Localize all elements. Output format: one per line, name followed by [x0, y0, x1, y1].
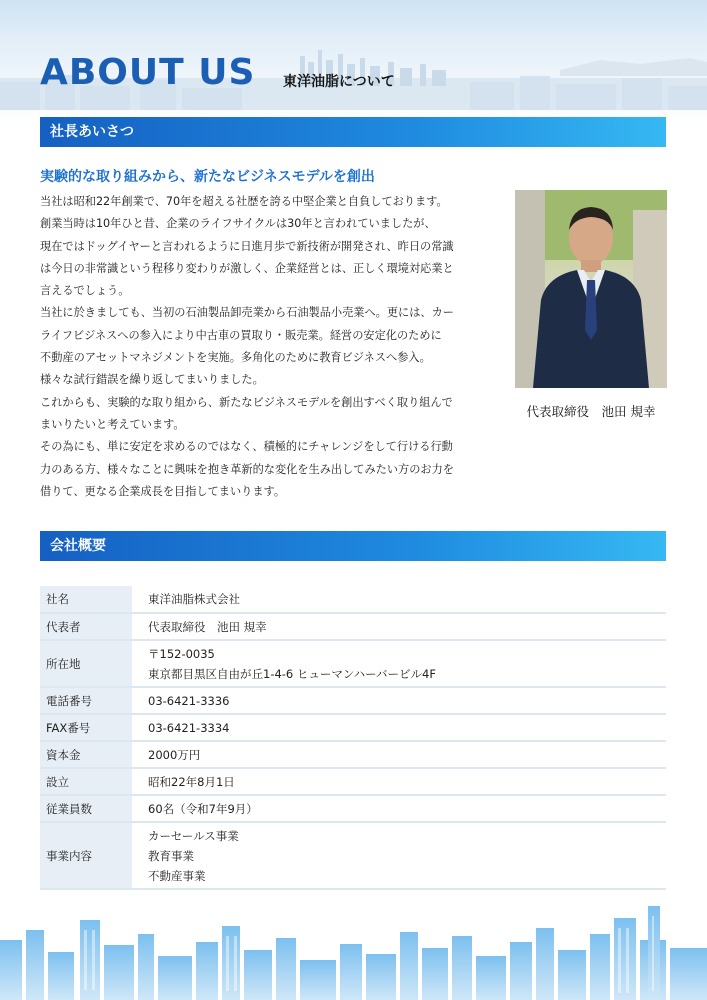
portrait-caption: 代表取締役 池田 規幸 [526, 404, 656, 419]
table-row [40, 741, 666, 768]
row-label: 事業内容 [40, 822, 132, 889]
table-row [40, 687, 666, 714]
greeting-line: その為にも、単に安定を求めるのではなく、積極的にチャレンジをして行ける行動 [40, 440, 453, 454]
row-value [132, 687, 666, 714]
greeting-line: まいりたいと考えています。 [40, 417, 185, 431]
row-value-line: カーセールス事業 [148, 828, 239, 843]
greeting-line: 不動産のアセットマネジメントを実施。多角化のために教育ビジネスへ参入。 [40, 351, 431, 365]
row-label: 所在地 [40, 640, 132, 687]
row-value-line: 昭和22年8月1日 [148, 774, 235, 789]
city-skyline-silhouette-icon [0, 890, 707, 1000]
row-label: 設立 [40, 768, 132, 795]
page-title: ABOUT US [40, 52, 256, 93]
table-row [40, 586, 666, 613]
greeting-line: これからも、実験的な取り組から、新たなビジネスモデルを創出すべく取り組んで [40, 395, 453, 409]
greeting-line: 当社は昭和22年創業で、70年を超える社歴を誇る中堅企業と自負しております。 [40, 195, 448, 208]
row-value-line: 代表取締役 池田 規幸 [148, 619, 267, 634]
table-row [40, 613, 666, 640]
table-row [40, 795, 666, 822]
greeting-line: 力のある方、様々なことに興味を抱き革新的な変化を生み出してみたい方のお力を [40, 462, 454, 476]
row-value-line: 03-6421-3334 [148, 720, 230, 735]
row-value-line: 教育事業 [148, 848, 194, 863]
row-value-line: 東洋油脂株式会社 [148, 592, 240, 606]
row-label: 電話番号 [40, 687, 132, 714]
row-value [132, 714, 666, 741]
table-row [40, 714, 666, 741]
row-value [132, 741, 666, 768]
page-subtitle: 東洋油脂について [283, 74, 395, 90]
greeting-line: は今日の非常識という程移り変わりが激しく、企業経営とは、正しく環境対応業と [40, 261, 454, 275]
greeting-line: 借りて、更なる企業成長を目指してまいります。 [40, 484, 286, 498]
row-label: 資本金 [40, 741, 132, 768]
row-value-line: 2000万円 [148, 747, 201, 762]
row-label: 代表者 [40, 613, 132, 640]
row-value [132, 586, 666, 613]
greeting-line: 様々な試行錯誤を繰り返してまいりました。 [40, 373, 264, 387]
row-value [132, 822, 666, 889]
row-value [132, 795, 666, 822]
president-portrait [515, 190, 667, 388]
greeting-line: 創業当時は10年ひと昔、企業のライフサイクルは30年と言われていましたが、 [40, 217, 436, 231]
table-row [40, 768, 666, 795]
president-portrait-icon [515, 190, 667, 388]
company-overview-table [40, 586, 666, 890]
row-label: 社名 [40, 586, 132, 613]
greeting-line: 当社に於きましても、当初の石油製品卸売業から石油製品小売業へ。更には、カー [40, 306, 454, 320]
row-value [132, 768, 666, 795]
greeting-section-header: 社長あいさつ [40, 117, 666, 147]
greeting-line: ライフビジネスへの参入により中古車の買取り・販売業。経営の安定化のために [40, 328, 442, 342]
overview-section-header: 会社概要 [40, 531, 666, 561]
greeting-headline: 実験的な取り組みから、新たなビジネスモデルを創出 [40, 169, 375, 185]
table-row [40, 822, 666, 889]
row-value-line: 東京都目黒区自由が丘1-4-6 ヒューマンハーバービル4F [148, 666, 436, 681]
greeting-line: 言えるでしょう。 [40, 284, 130, 298]
header-banner [0, 0, 707, 125]
row-value [132, 640, 666, 687]
table-row [40, 640, 666, 687]
greeting-line: 現在ではドッグイヤーと言われるように日進月歩で新技術が開発され、昨日の常識 [40, 239, 454, 253]
row-value-line: 60名（令和7年9月） [148, 801, 258, 816]
greeting-body [40, 191, 480, 503]
row-value [132, 613, 666, 640]
row-value-line: 03-6421-3336 [148, 693, 230, 708]
row-label: 従業員数 [40, 795, 132, 822]
row-label: FAX番号 [40, 714, 132, 741]
row-value-line: 〒152-0035 [148, 646, 215, 661]
row-value-line: 不動産事業 [148, 868, 206, 883]
